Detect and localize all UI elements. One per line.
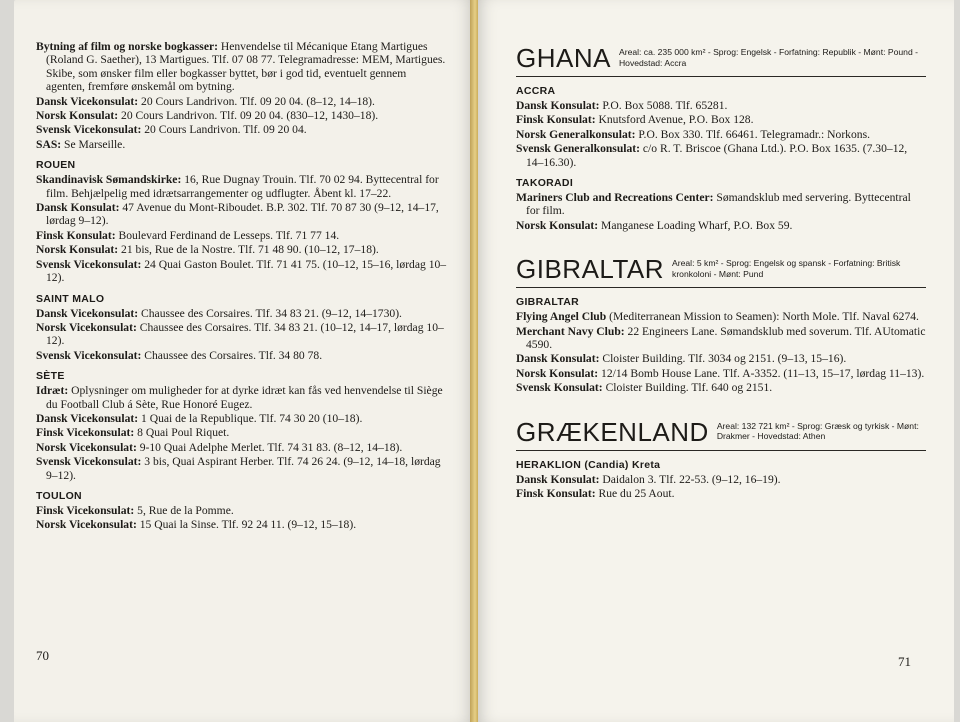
- entry-paragraph: [36, 321, 448, 348]
- entry-text: Cloister Building. Tlf. 3034 og 2151. (9–13, 15–16).: [599, 352, 847, 366]
- entry-label: Norsk Vicekonsulat:: [36, 440, 137, 454]
- entry-paragraph: [516, 473, 926, 486]
- entry-label: SAS:: [36, 137, 62, 151]
- entry-text: 9-10 Quai Adelphe Merlet. Tlf. 74 31 83. (8–12, 14–18).: [136, 440, 403, 454]
- entry-text: Boulevard Ferdinand de Lesseps. Tlf. 71 77 14.: [115, 228, 340, 242]
- country-facts: Areal: ca. 235 000 km² - Sprog: Engelsk - Forfatning: Republik - Mønt: Pound - Hovedstad: Accra: [618, 47, 918, 68]
- entry-text: 5, Rue de la Pomme.: [134, 503, 234, 517]
- entry-label: Bytning af film og norske bogkasser:: [36, 40, 218, 53]
- divider: [516, 450, 926, 451]
- entry-paragraph: [516, 113, 926, 126]
- entry-paragraph: [36, 426, 448, 439]
- entry-paragraph: [36, 349, 448, 362]
- city-heading: GIBRALTAR: [516, 296, 579, 309]
- entry-label: Finsk Vicekonsulat:: [36, 426, 135, 440]
- city-heading: ROUEN: [36, 159, 76, 172]
- city-heading: TAKORADI: [516, 177, 574, 190]
- entry-paragraph: [36, 504, 448, 517]
- entry-label: Merchant Navy Club:: [516, 324, 625, 338]
- section-spacer: [516, 233, 926, 255]
- country-facts: Areal: 5 km² - Sprog: Engelsk og spansk - Forfatning: Britisk kronkoloni - Mønt: Pund: [672, 258, 901, 279]
- entry-paragraph: [516, 367, 926, 380]
- entry-label: Norsk Konsulat:: [36, 243, 119, 257]
- entry-text: Chaussee des Corsaires. Tlf. 34 80 78.: [141, 348, 323, 362]
- entry-label: Skandinavisk Sømandskirke:: [36, 173, 182, 187]
- city-heading: SÈTE: [36, 370, 65, 383]
- entry-paragraph: [36, 518, 448, 531]
- entry-paragraph: [36, 40, 448, 94]
- entry-text: 3 bis, Quai Aspirant Herber. Tlf. 74 26 24. (9–12, 14–18, lørdag 9–12).: [46, 455, 441, 482]
- entry-text: Henvendelse til Mécanique Etang Martigues (Roland G. Saether), 13 Martigues. Tlf. 07 08 77. Telegramadresse: MEM, Martigues. Skibe, som ønsker film eller bogkasser byttet, bør i god tid, eventuelt gennem agenten, fremføre ønskemål om bytning.: [46, 40, 446, 94]
- country-facts: Areal: 132 721 km² - Sprog: Græsk og tyrkisk - Mønt: Drakmer - Hovedstad: Athen: [716, 420, 919, 442]
- entry-text: Se Marseille.: [61, 137, 126, 151]
- entry-text: 12/14 Bomb House Lane. Tlf. A-3352. (11–13, 15–17, lørdag 11–13).: [598, 366, 925, 380]
- entry-paragraph: [36, 123, 448, 136]
- entry-text: P.O. Box 5088. Tlf. 65281.: [599, 99, 728, 112]
- entry-label: Norsk Konsulat:: [516, 366, 599, 380]
- entry-text: Sømandsklub med servering. Byttecentral for film.: [526, 191, 911, 218]
- entry-text: 16, Rue Dugnay Trouin. Tlf. 70 02 94. Byttecentral for film. Behjælpelig med idrætsarrangementer og udflugter. Åbent kl. 17–22.: [46, 173, 439, 200]
- left-page: [14, 0, 472, 722]
- entry-label: Dansk Konsulat:: [516, 352, 600, 366]
- entry-label: Dansk Konsulat:: [516, 99, 600, 112]
- city-heading: TOULON: [36, 489, 82, 502]
- city-heading: ACCRA: [516, 85, 556, 97]
- entry-label: Svensk Vicekonsulat:: [36, 455, 142, 469]
- entry-text: Oplysninger om muligheder for at dyrke idræt kan fås ved henvendelse til Siège du Football Club á Sète, Rue Honoré Eugez.: [46, 384, 443, 411]
- entry-text: Chaussee des Corsaires. Tlf. 34 83 21. (10–12, 14–17, lørdag 10–12).: [46, 320, 444, 348]
- entry-label: Dansk Vicekonsulat:: [36, 306, 139, 320]
- country-name: GIBRALTAR: [516, 254, 665, 285]
- entry-paragraph: [36, 441, 448, 454]
- entry-text: 20 Cours Landrivon. Tlf. 09 20 04. (830–12, 1430–18).: [118, 109, 379, 123]
- entry-text: 21 bis, Rue de la Nostre. Tlf. 71 48 90. (10–12, 17–18).: [118, 243, 379, 257]
- entry-text: Rue du 25 Aout.: [595, 487, 675, 501]
- entry-paragraph: [516, 310, 926, 323]
- entry-label: Finsk Konsulat:: [516, 487, 596, 501]
- entry-label: Norsk Generalkonsulat:: [516, 127, 636, 141]
- entry-label: Finsk Konsulat:: [516, 113, 596, 127]
- country-name: GHANA: [516, 43, 611, 73]
- entry-text: 24 Quai Gaston Boulet. Tlf. 71 41 75. (10–12, 15–16, lørdag 10–12).: [46, 257, 447, 285]
- right-page-content: [516, 44, 926, 502]
- entry-label: Dansk Vicekonsulat:: [36, 411, 139, 425]
- entry-label: Svensk Generalkonsulat:: [516, 142, 641, 156]
- entry-paragraph: [516, 191, 926, 218]
- entry-paragraph: [36, 455, 448, 482]
- entry-label: Svensk Konsulat:: [516, 381, 603, 395]
- entry-paragraph: [36, 201, 448, 228]
- entry-paragraph: [36, 384, 448, 411]
- entry-text: Knutsford Avenue, P.O. Box 128.: [595, 113, 754, 127]
- entry-text: 47 Avenue du Mont-Riboudet. B.P. 302. Tlf. 70 87 30 (9–12, 14–17, lørdag 9–12).: [46, 201, 439, 228]
- entry-text: P.O. Box 330. Tlf. 66461. Telegramadr.: Norkons.: [635, 127, 870, 141]
- entry-label: Flying Angel Club: [516, 310, 607, 324]
- entry-text: Chaussee des Corsaires. Tlf. 34 83 21. (9–12, 14–1730).: [138, 306, 402, 320]
- entry-text: 22 Engineers Lane. Sømandsklub med soverum. Tlf. AUtomatic 4590.: [526, 324, 926, 352]
- section-spacer: [516, 396, 926, 418]
- divider: [516, 287, 926, 288]
- country-header: [516, 44, 926, 77]
- entry-paragraph: [36, 138, 448, 151]
- entry-paragraph: [36, 173, 448, 200]
- city-heading: SAINT MALO: [36, 292, 105, 305]
- entry-paragraph: [36, 258, 448, 285]
- entry-paragraph: [36, 95, 448, 108]
- entry-label: Norsk Vicekonsulat:: [36, 320, 137, 334]
- entry-label: Mariners Club and Recreations Center:: [516, 191, 714, 205]
- entry-paragraph: [516, 352, 926, 365]
- entry-text: Manganese Loading Wharf, P.O. Box 59.: [598, 218, 793, 232]
- entry-label: Norsk Konsulat:: [516, 218, 599, 232]
- entry-label: Svensk Vicekonsulat:: [36, 123, 142, 137]
- entry-label: Svensk Vicekonsulat:: [36, 257, 142, 271]
- entry-label: Norsk Vicekonsulat:: [36, 518, 137, 532]
- entry-paragraph: [516, 142, 926, 169]
- entry-text: 1 Quai de la Republique. Tlf. 74 30 20 (10–18).: [138, 411, 363, 425]
- entry-text: c/o R. T. Briscoe (Ghana Ltd.). P.O. Box 1635. (7.30–12, 14–16.30).: [526, 142, 908, 169]
- right-page: [478, 0, 954, 722]
- entry-paragraph: [516, 325, 926, 352]
- entry-paragraph: [36, 229, 448, 242]
- entry-paragraph: [36, 243, 448, 256]
- country-name: GRÆKENLAND: [516, 416, 709, 447]
- entry-label: Idræt:: [36, 384, 69, 398]
- entry-label: Dansk Konsulat:: [516, 472, 600, 486]
- entry-paragraph: [516, 99, 926, 112]
- entry-text: Daidalon 3. Tlf. 22-53. (9–12, 16–19).: [599, 472, 781, 486]
- entry-label: Finsk Vicekonsulat:: [36, 503, 135, 517]
- divider: [516, 76, 926, 77]
- entry-text: 8 Quai Poul Riquet.: [134, 426, 230, 440]
- entry-text: 20 Cours Landrivon. Tlf. 09 20 04.: [141, 123, 307, 137]
- entry-label: Dansk Vicekonsulat:: [36, 94, 139, 108]
- country-header: [516, 418, 926, 451]
- entry-text: 20 Cours Landrivon. Tlf. 09 20 04. (8–12, 14–18).: [138, 94, 375, 108]
- city-heading: HERAKLION (Candia) Kreta: [516, 458, 661, 471]
- entry-label: Dansk Konsulat:: [36, 201, 120, 215]
- entry-paragraph: [516, 487, 926, 500]
- entry-text: 15 Quai la Sinse. Tlf. 92 24 11. (9–12, 15–18).: [136, 518, 357, 532]
- entry-label: Finsk Konsulat:: [36, 228, 116, 242]
- entry-text: (Mediterranean Mission to Seamen): North Mole. Tlf. Naval 6274.: [606, 310, 919, 324]
- entry-text: Cloister Building. Tlf. 640 og 2151.: [602, 381, 773, 395]
- entry-paragraph: [36, 307, 448, 320]
- entry-paragraph: [36, 412, 448, 425]
- entry-paragraph: [516, 381, 926, 394]
- entry-paragraph: [36, 109, 448, 122]
- entry-label: Norsk Konsulat:: [36, 109, 119, 123]
- entry-paragraph: [516, 219, 926, 232]
- entry-label: Svensk Vicekonsulat:: [36, 348, 142, 362]
- page-number-right: 71: [898, 654, 911, 669]
- left-page-content: [36, 40, 448, 533]
- page-number-left: 70: [36, 648, 49, 663]
- entry-paragraph: [516, 128, 926, 141]
- country-header: [516, 255, 926, 288]
